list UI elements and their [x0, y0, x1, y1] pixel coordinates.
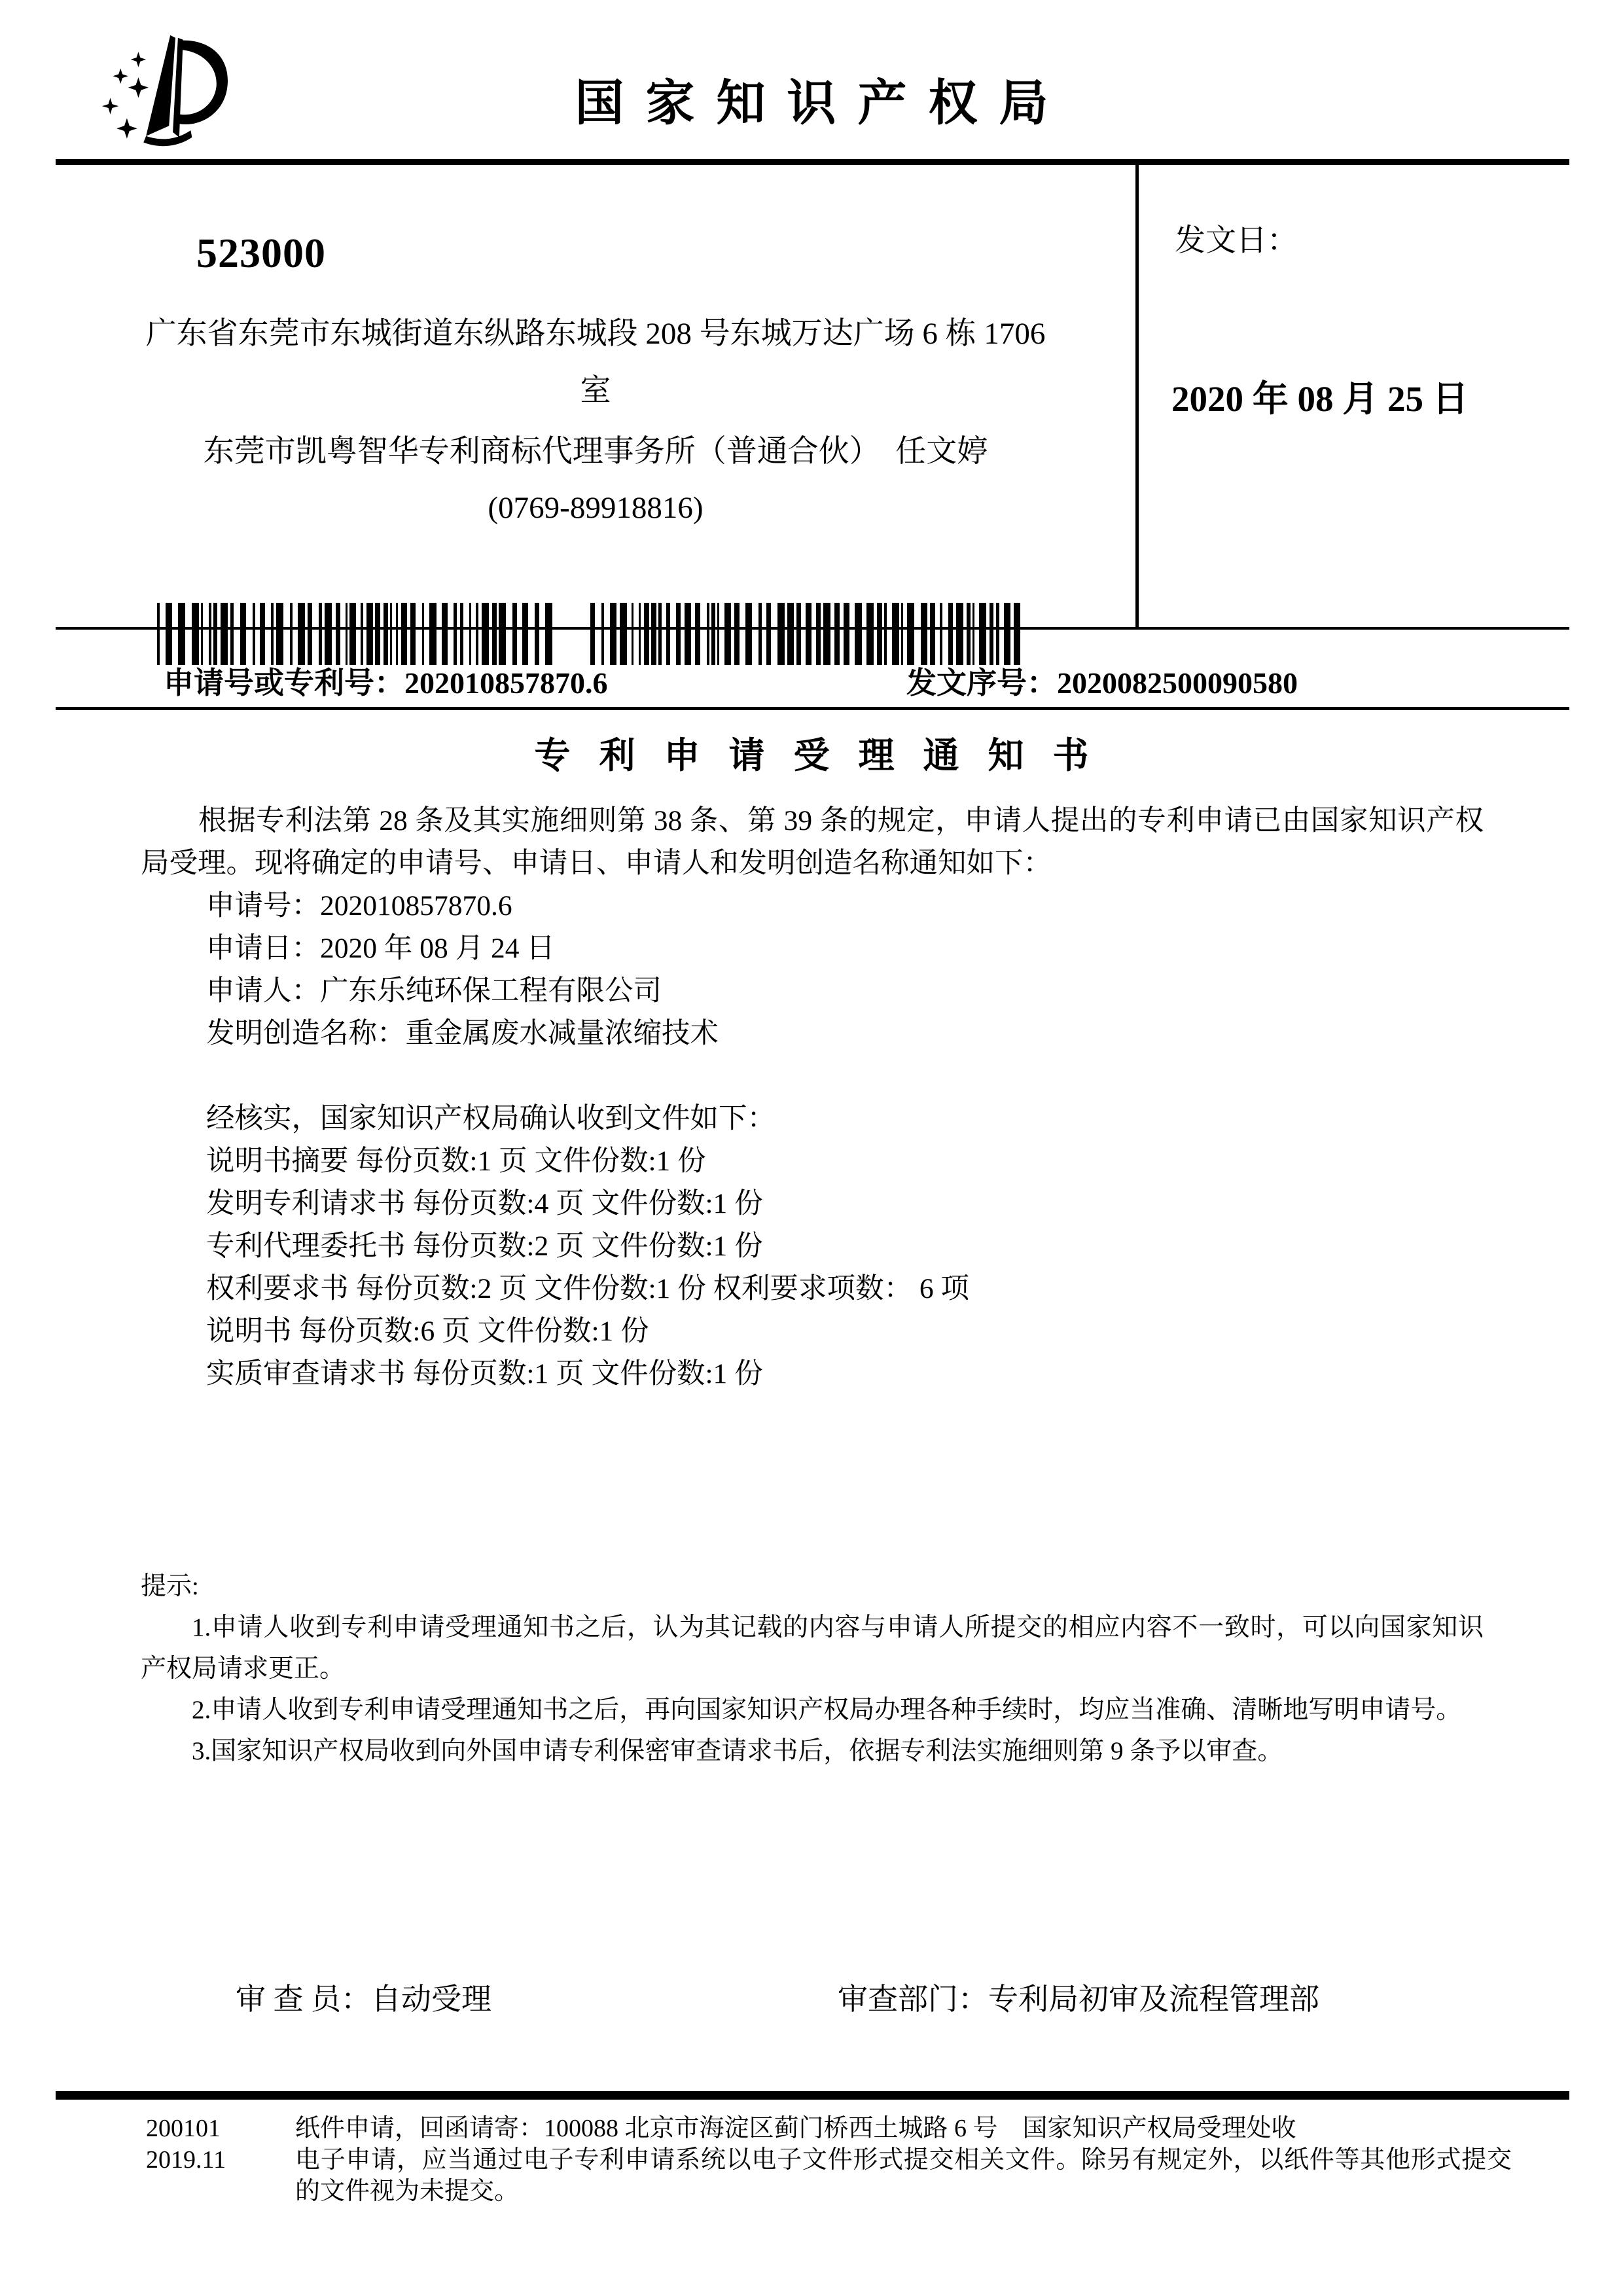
serial-number-label: 发文序号：: [906, 666, 1057, 700]
document-item: 权利要求书 每份页数:2 页 文件份数:1 份 权利要求项数： 6 项: [206, 1273, 970, 1304]
tip-item: 3.国家知识产权局收到向外国申请专利保密审查请求书后，依据专利法实施细则第 9 条予以审查。: [192, 1737, 1283, 1765]
notice-title: 专利申请受理通知书: [534, 735, 1118, 776]
recipient-address-line1: 广东省东莞市东城街道东纵路东城段 208 号东城万达广场 6 栋 1706: [145, 317, 1046, 351]
numbers-band: [56, 630, 1569, 710]
dispatch-date-label: 发文日：: [1175, 224, 1298, 258]
tip-item: 2.申请人收到专利申请受理通知书之后，再向国家知识产权局办理各种手续时，均应当准确、清晰地写明申请号。: [192, 1696, 1462, 1724]
application-number-label: 申请号或专利号：: [164, 666, 404, 700]
document-item: 说明书摘要 每份页数:1 页 文件份数:1 份: [206, 1145, 706, 1177]
footer-rule: [56, 2091, 1569, 2100]
tip-item: 1.申请人收到专利申请受理通知书之后，认为其记载的内容与申请人所提交的相应内容不一致时，可以向国家知识产权局请求更正。: [141, 1613, 1484, 1683]
recipient-address-line2: 室: [580, 374, 611, 408]
agency-title: 国家知识产权局: [575, 75, 1070, 130]
field-invention-title: 发明创造名称：重金属废水减量浓缩技术: [206, 1018, 719, 1049]
serial-number: [906, 659, 1298, 702]
footer-form-date: 2019.11: [146, 2146, 226, 2174]
signoff-row: [0, 1975, 1623, 2021]
confirmation-line: 经核实，国家知识产权局确认收到文件如下：: [206, 1103, 776, 1134]
recipient-phone: (0769-89918816): [488, 491, 704, 525]
footer-form-code: 200101: [146, 2115, 221, 2142]
recipient-agency-contact: 东莞市凯粤智华专利商标代理事务所（普通合伙） 任文婷: [203, 435, 988, 469]
postal-code: 523000: [196, 230, 326, 276]
examiner-value: 自动受理: [371, 1982, 491, 2016]
document-item: 实质审查请求书 每份页数:1 页 文件份数:1 份: [206, 1358, 763, 1390]
dispatch-block: [1135, 165, 1569, 627]
tips-section: [141, 1566, 1484, 1772]
document-item: 专利代理委托书 每份页数:2 页 文件份数:1 份: [206, 1230, 763, 1262]
header-rule: [56, 159, 1569, 165]
footer-e-note: 电子申请，应当通过电子专利申请系统以电子文件形式提交相关文件。除另有规定外，以纸件等其他形式提交的文件视为未提交。: [295, 2146, 1512, 2205]
recipient-block: [56, 165, 1135, 627]
application-number: [164, 659, 608, 702]
dispatch-date-value: 2020 年 08 月 25 日: [1171, 379, 1469, 419]
footer: [146, 2113, 1512, 2207]
notice-body: [141, 800, 1484, 1395]
footer-paper-note: 纸件申请，回函请寄：100088 北京市海淀区蓟门桥西土城路 6 号 国家知识产权局受理处收: [295, 2115, 1296, 2142]
serial-number-value: 2020082500090580: [1057, 666, 1298, 700]
department-value: 专利局初审及流程管理部: [988, 1982, 1319, 2016]
field-applicant: 申请人：广东乐纯环保工程有限公司: [206, 975, 662, 1007]
recipient-dispatch-box: [56, 165, 1569, 630]
field-application-number: 申请号：202010857870.6: [206, 890, 512, 922]
field-application-date: 申请日：2020 年 08 月 24 日: [206, 933, 555, 964]
footer-notes: [295, 2113, 1512, 2207]
examiner: [236, 1975, 491, 2018]
department: [838, 1975, 1319, 2018]
footer-form-codes: [146, 2113, 295, 2207]
document-item: 说明书 每份页数:6 页 文件份数:1 份: [206, 1316, 649, 1347]
examiner-label: 审 查 员：: [236, 1982, 371, 2016]
tips-heading: 提示:: [141, 1572, 199, 1600]
notice-intro: 根据专利法第 28 条及其实施细则第 38 条、第 39 条的规定，申请人提出的专利申请已由国家知识产权局受理。现将确定的申请号、申请日、申请人和发明创造名称通知如下：: [141, 805, 1484, 879]
document-item: 发明专利请求书 每份页数:4 页 文件份数:1 份: [206, 1188, 763, 1219]
department-label: 审查部门：: [838, 1982, 988, 2016]
application-number-value: 202010857870.6: [404, 666, 608, 700]
